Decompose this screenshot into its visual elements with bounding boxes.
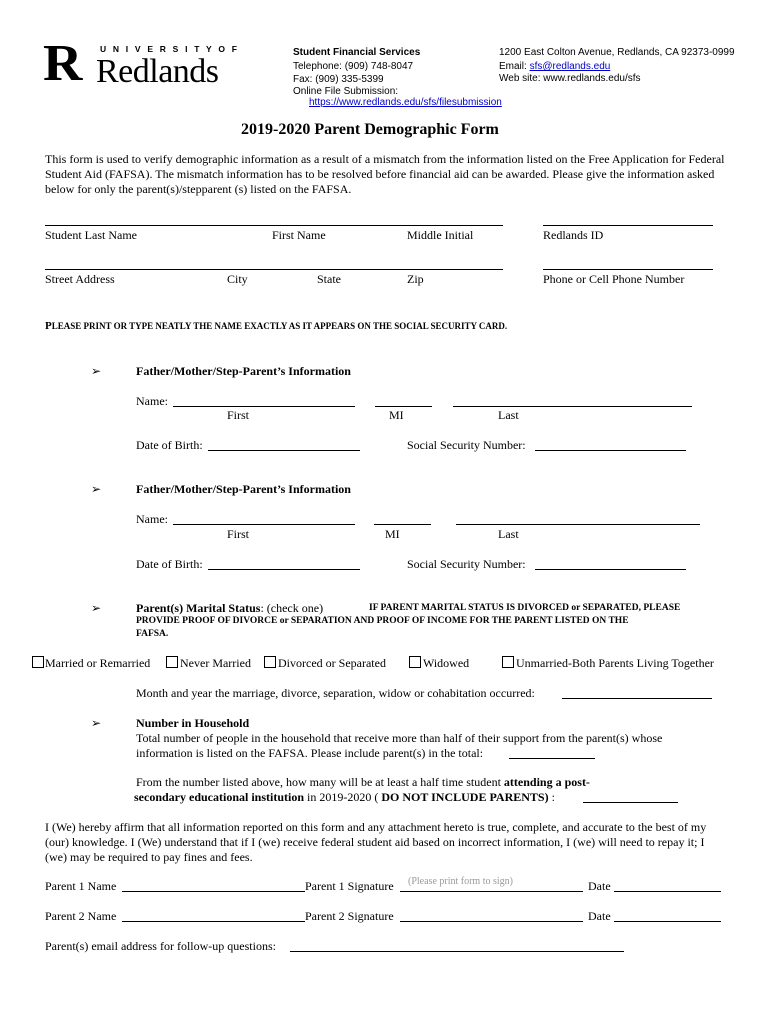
- parent1-first-line[interactable]: [173, 406, 355, 407]
- parent2-ssn-label: Social Security Number:: [407, 557, 526, 571]
- parent2-first-line[interactable]: [173, 524, 355, 525]
- student-last-name-label: Student Last Name: [45, 228, 137, 242]
- unmarried-together-label: Unmarried-Both Parents Living Together: [516, 656, 714, 670]
- affirmation-paragraph: I (We) hereby affirm that all information reported on this form and any attachment hereto is true, complete, and accurate to the best of my (our) knowledge. I (We) understand that if I (we) receive federal student aid based on incorrect information, I (we) will need to repay it; I (we) may be required to pay fines and fees.: [45, 820, 707, 864]
- website: Web site: www.redlands.edu/sfs: [499, 73, 641, 84]
- student-name-line[interactable]: [45, 225, 503, 226]
- arrow-bullet-icon: ➢: [91, 482, 102, 496]
- parent2-last-line[interactable]: [456, 524, 700, 525]
- students-question-1: [136, 775, 590, 790]
- parent2-date-line[interactable]: [614, 921, 721, 922]
- occurred-label: Month and year the marriage, divorce, separation, widow or cohabitation occurred:: [136, 686, 535, 700]
- parent2-dob-label: Date of Birth:: [136, 557, 203, 571]
- parent1-last-label: Last: [498, 408, 519, 422]
- married-checkbox[interactable]: [32, 656, 44, 668]
- divorced-checkbox[interactable]: [264, 656, 276, 668]
- redlands-id-label: Redlands ID: [543, 228, 604, 242]
- print-note-text: LEASE PRINT OR TYPE NEATLY THE NAME EXACTLY AS IT APPEARS ON THE SOCIAL SECURITY CARD.: [51, 321, 508, 331]
- parent1-dob-line[interactable]: [208, 450, 360, 451]
- household-total-line[interactable]: [509, 758, 595, 759]
- parent1-date-label: Date: [588, 879, 611, 893]
- fax: Fax: (909) 335-5399: [293, 74, 384, 85]
- dept-name: Student Financial Services: [293, 47, 421, 58]
- parent2-signature-line[interactable]: [400, 921, 583, 922]
- telephone: Telephone: (909) 748-8047: [293, 61, 414, 72]
- students-q2a: secondary educational institution: [134, 790, 305, 804]
- parent2-signature-label: Parent 2 Signature: [305, 909, 394, 923]
- parent2-mi-line[interactable]: [374, 524, 431, 525]
- parent1-signature-line[interactable]: [400, 891, 583, 892]
- logo-wordmark: Redlands: [96, 53, 219, 90]
- print-note-initial: P: [45, 320, 52, 332]
- students-q2c: DO NOT INCLUDE PARENTS): [381, 790, 549, 804]
- parent1-mi-label: MI: [389, 408, 404, 422]
- never-married-checkbox[interactable]: [166, 656, 178, 668]
- print-note: [45, 320, 507, 332]
- parent1-name-label: Name:: [136, 394, 168, 408]
- email-label: Email:: [499, 61, 530, 72]
- unmarried-together-checkbox[interactable]: [502, 656, 514, 668]
- state-label: State: [317, 272, 341, 286]
- parent2-name-label: Name:: [136, 512, 168, 526]
- arrow-bullet-icon: ➢: [91, 716, 102, 730]
- occurred-line[interactable]: [562, 698, 712, 699]
- phone-line[interactable]: [543, 269, 713, 270]
- first-name-label: First Name: [272, 228, 326, 242]
- zip-label: Zip: [407, 272, 424, 286]
- parent2-first-label: First: [227, 527, 250, 541]
- divorced-label: Divorced or Separated: [278, 656, 386, 670]
- never-married-label: Never Married: [180, 656, 251, 670]
- parent1-first-label: First: [227, 408, 250, 422]
- parent1-dob-label: Date of Birth:: [136, 438, 203, 452]
- online-label: Online File Submission:: [293, 86, 399, 97]
- widowed-label: Widowed: [423, 656, 470, 670]
- parent1-signature-label: Parent 1 Signature: [305, 879, 394, 893]
- email-line: [499, 61, 610, 72]
- parent2-name-sig-label: Parent 2 Name: [45, 909, 117, 923]
- street-address-label: Street Address: [45, 272, 115, 286]
- students-q1a: From the number listed above, how many will be at least a half time student: [136, 775, 504, 789]
- marital-note-1: IF PARENT MARITAL STATUS IS DIVORCED or SEPARATED, PLEASE: [369, 603, 681, 613]
- logo-mark: R: [43, 35, 83, 92]
- address-line[interactable]: [45, 269, 503, 270]
- sign-hint: (Please print form to sign): [408, 876, 513, 887]
- marital-note-2: PROVIDE PROOF OF DIVORCE or SEPARATION AND PROOF OF INCOME FOR THE PARENT LISTED ON THE: [136, 616, 629, 626]
- marital-heading: Parent(s) Marital Status: [136, 601, 261, 615]
- students-q2b: in 2019-2020 (: [304, 790, 382, 804]
- email-link[interactable]: sfs@redlands.edu: [529, 61, 611, 72]
- city-label: City: [227, 272, 248, 286]
- parent1-ssn-label: Social Security Number:: [407, 438, 526, 452]
- parent2-date-label: Date: [588, 909, 611, 923]
- marital-check-one: : (check one): [260, 601, 324, 615]
- students-question-2: [134, 790, 555, 805]
- married-label: Married or Remarried: [45, 656, 151, 670]
- arrow-bullet-icon: ➢: [91, 364, 102, 378]
- parent1-heading: Father/Mother/Step-Parent’s Information: [136, 364, 351, 378]
- middle-initial-label: Middle Initial: [407, 228, 474, 242]
- parent1-mi-line[interactable]: [375, 406, 432, 407]
- parent2-ssn-line[interactable]: [535, 569, 686, 570]
- address: 1200 East Colton Avenue, Redlands, CA 92373-0999: [499, 47, 735, 58]
- file-submission-link[interactable]: https://www.redlands.edu/sfs/filesubmission: [309, 97, 502, 108]
- parent1-name-sig-label: Parent 1 Name: [45, 879, 117, 893]
- parent-email-line[interactable]: [290, 951, 624, 952]
- household-line-2: information is listed on the FAFSA. Please include parent(s) in the total:: [136, 746, 484, 760]
- students-q2d: :: [548, 790, 555, 804]
- marital-heading-line: [136, 601, 323, 616]
- phone-label: Phone or Cell Phone Number: [543, 272, 685, 286]
- parent2-last-label: Last: [498, 527, 519, 541]
- parent2-name-sig-line[interactable]: [122, 921, 305, 922]
- household-line-1: Total number of people in the household that receive more than half of their support from the parent(s) whose: [136, 731, 663, 745]
- form-title: 2019-2020 Parent Demographic Form: [241, 121, 499, 138]
- parent2-dob-line[interactable]: [208, 569, 360, 570]
- parent1-name-sig-line[interactable]: [122, 891, 305, 892]
- parent2-mi-label: MI: [385, 527, 400, 541]
- parent-email-label: Parent(s) email address for follow-up questions:: [45, 939, 276, 953]
- intro-paragraph: This form is used to verify demographic information as a result of a mismatch from the information listed on the Free Application for Federal Student Aid (FAFSA). The mismatch information has to be resolved before financial aid can be awarded. Please give the information asked below for only the parent(s)/stepparent (s) listed on the FAFSA.: [45, 152, 725, 196]
- logo-top-text: U N I V E R S I T Y O F: [100, 44, 240, 54]
- parent1-date-line[interactable]: [614, 891, 721, 892]
- parent2-heading: Father/Mother/Step-Parent’s Information: [136, 482, 351, 496]
- arrow-bullet-icon: ➢: [91, 601, 102, 615]
- widowed-checkbox[interactable]: [409, 656, 421, 668]
- parent1-last-line[interactable]: [453, 406, 692, 407]
- students-count-line[interactable]: [583, 802, 678, 803]
- household-heading: Number in Household: [136, 716, 250, 730]
- redlands-id-line[interactable]: [543, 225, 713, 226]
- marital-note-3: FAFSA.: [136, 629, 169, 639]
- parent1-ssn-line[interactable]: [535, 450, 686, 451]
- students-q1b: attending a post-: [503, 775, 590, 789]
